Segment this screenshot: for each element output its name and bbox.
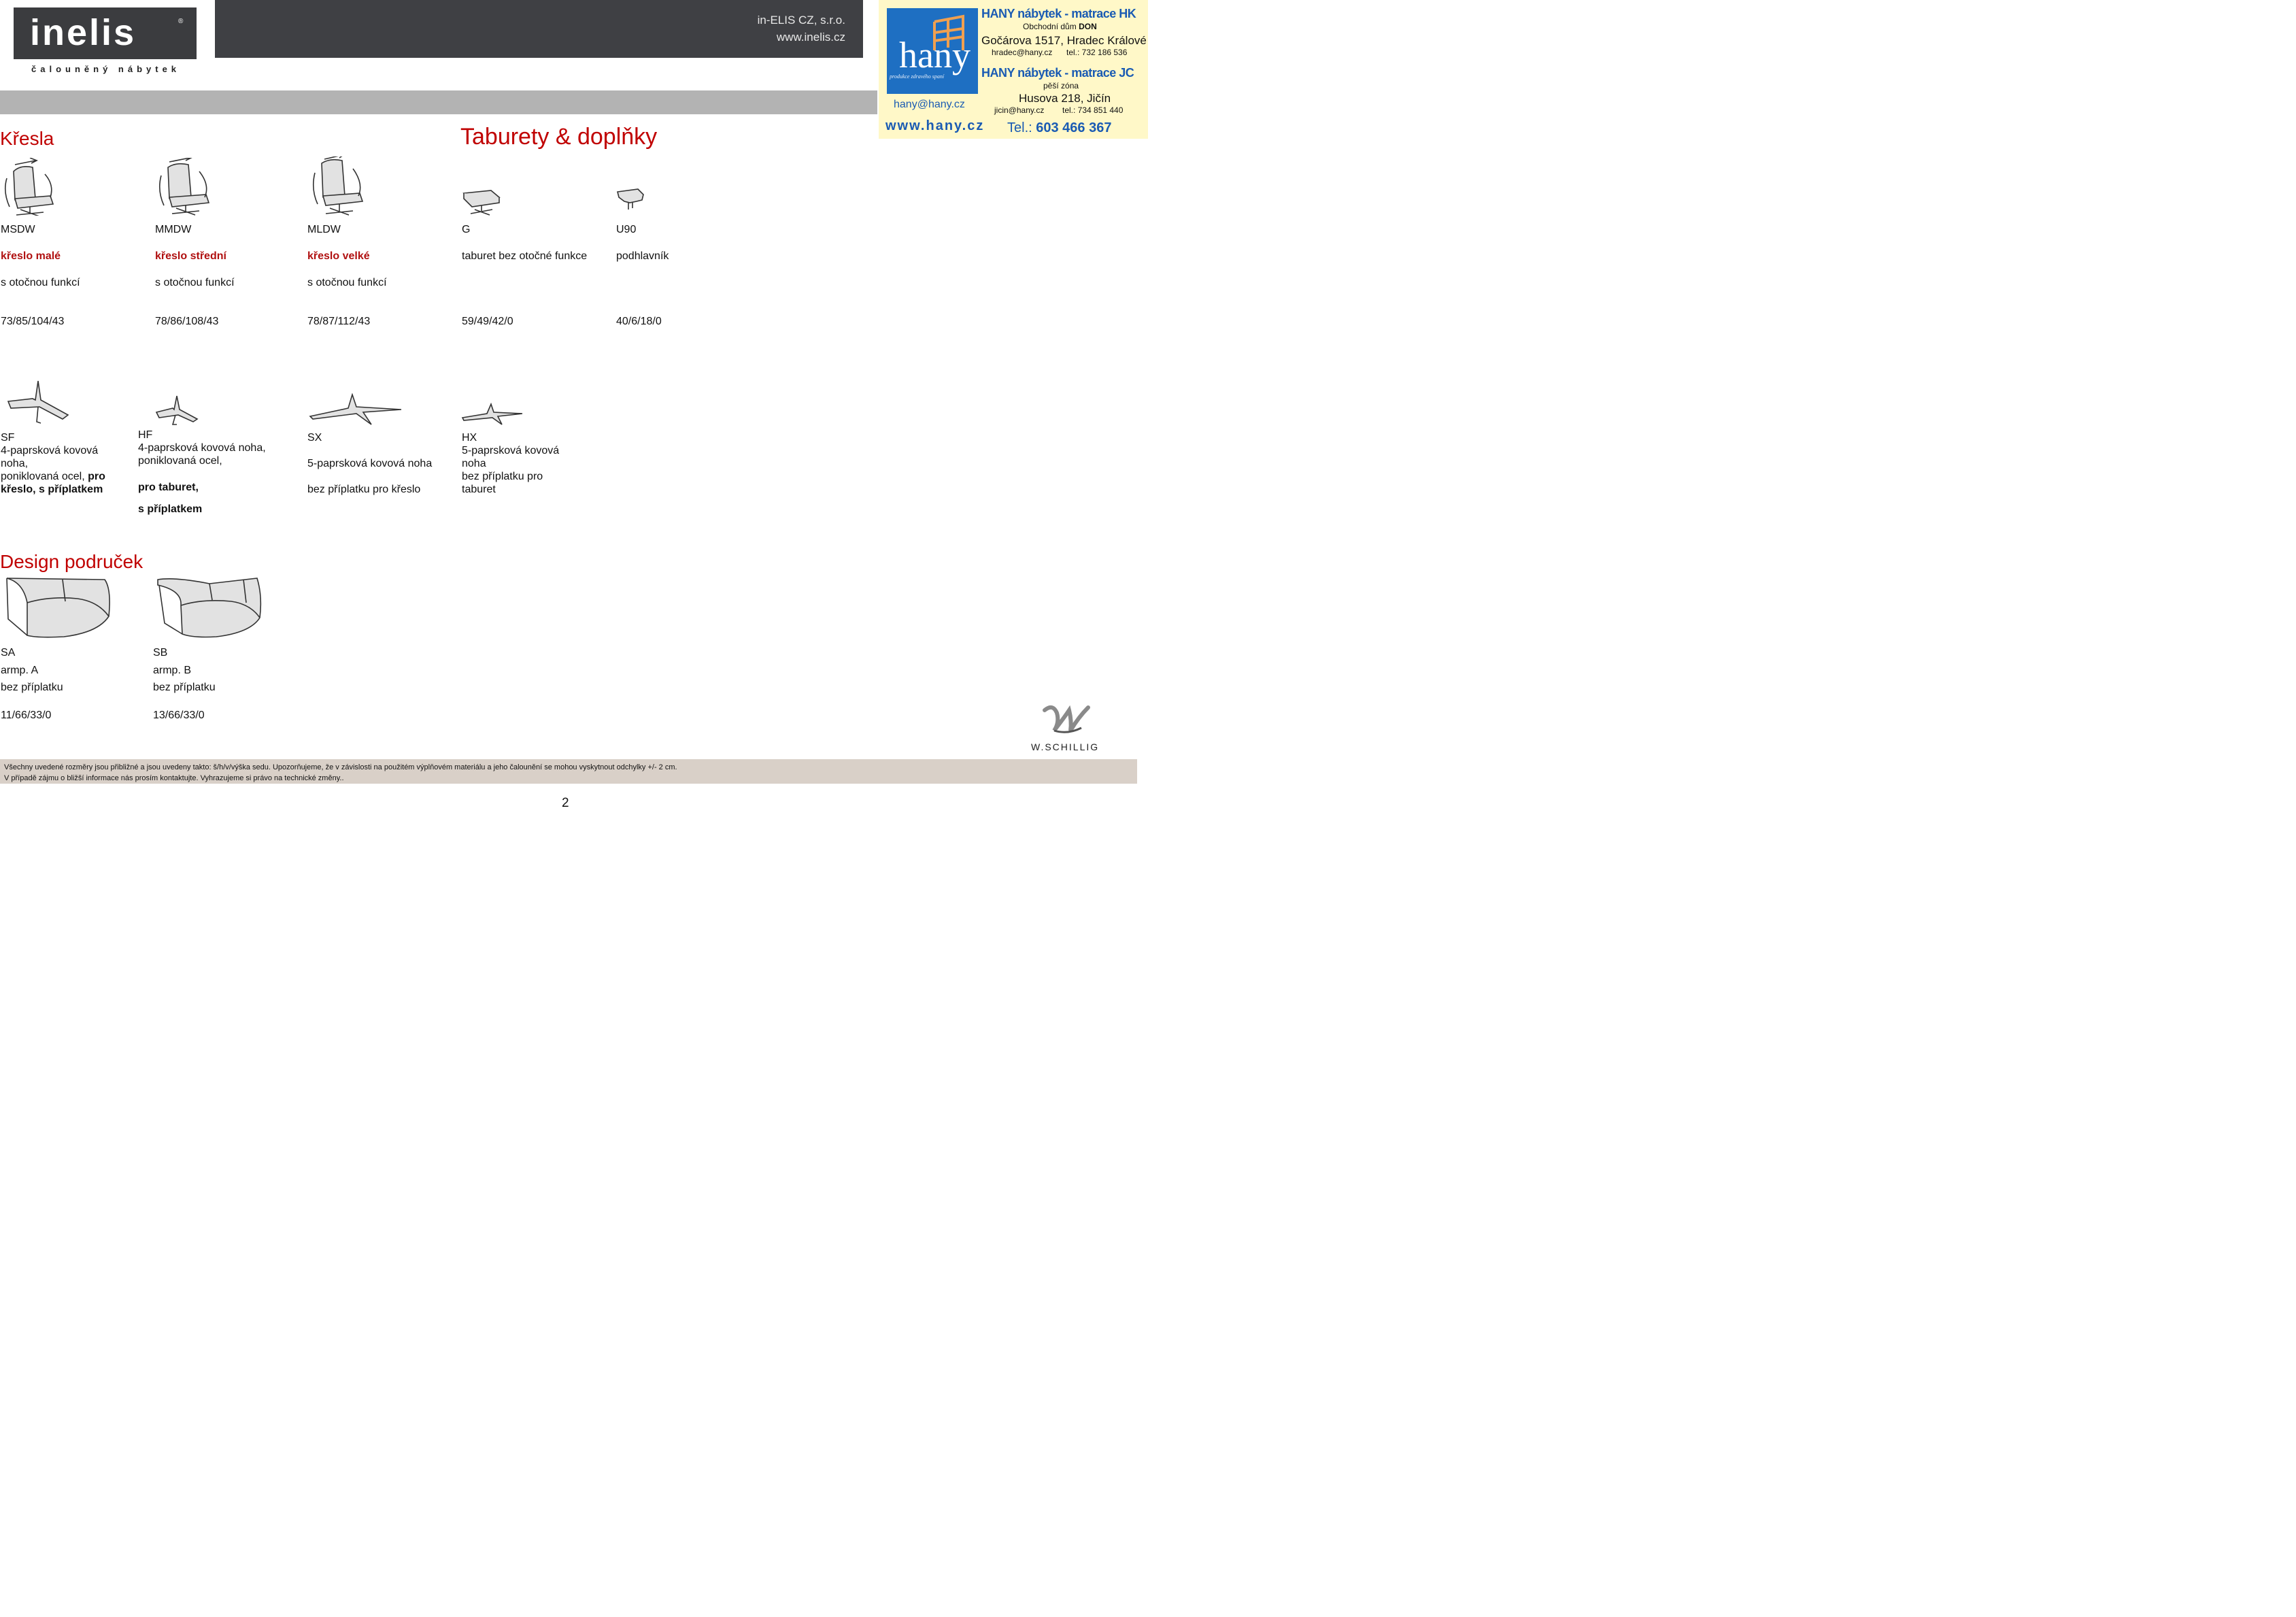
chair-dims: 73/85/104/43 — [1, 316, 65, 327]
armrest-note: bez příplatku — [153, 682, 216, 693]
company-web: www.inelis.cz — [776, 31, 845, 44]
chair-mldw-icon — [307, 156, 368, 218]
armrest-sa-icon — [3, 576, 114, 641]
chair-name: křeslo malé — [1, 250, 61, 262]
armrest-name: armp. B — [153, 665, 192, 676]
hany-logo-subtitle: produkce zdravého spaní — [890, 73, 945, 80]
hany-jc-line: pěší zóna — [1043, 81, 1079, 90]
chair-code: MMDW — [155, 224, 192, 235]
hany-hk-tel: tel.: 732 186 536 — [1066, 48, 1128, 57]
hany-registered-mark: ® — [971, 8, 977, 16]
company-info — [758, 12, 845, 46]
chair-dims: 78/86/108/43 — [155, 316, 219, 327]
hany-jc-address: Husova 218, Jičín — [1019, 92, 1111, 105]
base-sf-text — [1, 431, 123, 496]
base-line: pro taburet, — [138, 482, 199, 493]
chair-dims: 78/87/112/43 — [307, 316, 371, 327]
base-hx-icon — [461, 403, 524, 426]
wschillig-logo — [1041, 701, 1115, 744]
section-title-design: Design područek — [0, 551, 144, 572]
accessory-name: podhlavník — [616, 250, 669, 262]
hany-hk-address: Gočárova 1517, Hradec Králové — [981, 34, 1147, 47]
base-code: SF — [1, 432, 15, 444]
chair-name: křeslo velké — [307, 250, 370, 262]
hany-jc-email: jicin@hany.cz — [994, 105, 1045, 115]
chair-mmdw-icon — [153, 158, 214, 216]
section-title-kresla: Křesla — [0, 128, 54, 149]
base-sx-icon — [309, 393, 404, 426]
headrest-u90-icon — [616, 188, 647, 215]
section-title-taburety: Taburety & doplňky — [460, 124, 658, 150]
base-hf-text — [138, 429, 288, 516]
base-line: 4-paprsková kovová noha, — [138, 442, 266, 454]
chair-desc: s otočnou funkcí — [155, 277, 235, 288]
armrest-dims: 13/66/33/0 — [153, 710, 205, 721]
chair-code: MSDW — [1, 224, 35, 235]
armrest-note: bez příplatku — [1, 682, 63, 693]
hany-hk-store: Obchodní dům DON — [1023, 22, 1097, 31]
base-code: HF — [138, 429, 153, 441]
footer-line: V případě zájmu o bližší informace nás prosím kontaktujte. Vyhrazujeme si právo na technické změny.. — [4, 774, 344, 782]
base-line: křeslo, s příplatkem — [1, 484, 103, 495]
logo-text: inelis — [30, 12, 137, 53]
brand-name: W.SCHILLIG — [1031, 741, 1100, 752]
accessory-name: taburet bez otočné funkce — [462, 250, 588, 262]
base-line: bez příplatku pro — [462, 471, 543, 482]
accessory-code: G — [462, 224, 471, 235]
chair-desc: s otočnou funkcí — [1, 277, 80, 288]
base-line: noha — [462, 458, 486, 469]
base-line: 5-paprsková kovová — [462, 445, 560, 456]
chair-code: MLDW — [307, 224, 341, 235]
accessory-dims: 40/6/18/0 — [616, 316, 662, 327]
base-line: noha, — [1, 458, 29, 469]
hany-logo-word: hany — [899, 35, 970, 76]
base-hx-text — [462, 431, 584, 496]
base-code: HX — [462, 432, 477, 444]
company-name: in-ELIS CZ, s.r.o. — [757, 14, 845, 27]
armrest-dims: 11/66/33/0 — [1, 710, 52, 721]
hany-email: hany@hany.cz — [894, 99, 965, 110]
base-code: SX — [307, 432, 322, 444]
page-number: 2 — [562, 796, 569, 810]
hany-phone: Tel.: 603 466 367 — [1007, 120, 1112, 135]
hany-jc-tel: tel.: 734 851 440 — [1062, 105, 1124, 115]
chair-msdw-icon — [0, 158, 61, 216]
base-hf-icon — [154, 395, 199, 426]
accessory-dims: 59/49/42/0 — [462, 316, 513, 327]
chair-name: křeslo střední — [155, 250, 226, 262]
armrest-code: SB — [153, 647, 168, 659]
hany-hk-title: HANY nábytek - matrace HK — [981, 7, 1136, 20]
base-sf-icon — [3, 380, 71, 427]
base-line: poniklovaná ocel, pro — [1, 471, 105, 482]
base-line: 5-paprsková kovová noha — [307, 458, 433, 469]
hany-jc-title: HANY nábytek - matrace JC — [981, 66, 1134, 80]
accessory-code: U90 — [616, 224, 637, 235]
grey-band — [0, 90, 877, 114]
armrest-name: armp. A — [1, 665, 39, 676]
armrest-sb-icon — [155, 576, 264, 641]
tagline: čalouněný nábytek — [31, 64, 181, 74]
base-line: s příplatkem — [138, 503, 203, 515]
hany-web: www.hany.cz — [885, 118, 985, 133]
base-line: bez příplatku pro křeslo — [307, 484, 421, 495]
armrest-code: SA — [1, 647, 16, 659]
base-line: 4-paprsková kovová — [1, 445, 99, 456]
hany-hk-email: hradec@hany.cz — [992, 48, 1053, 57]
footer-line: Všechny uvedené rozměry jsou přibližné a jsou uvedeny takto: š/h/v/výška sedu. Upozorňujeme, že v závislosti na použitém výplňovém materiálu a jeho čalounění se mohou vyskytnout odchylky +/- 2 cm. — [4, 763, 677, 771]
base-line: poniklovaná ocel, — [138, 455, 222, 467]
stool-g-icon — [461, 188, 502, 218]
logo-registered-mark: ® — [178, 18, 184, 25]
base-line: taburet — [462, 484, 496, 495]
chair-desc: s otočnou funkcí — [307, 277, 387, 288]
base-sx-text — [307, 431, 457, 496]
